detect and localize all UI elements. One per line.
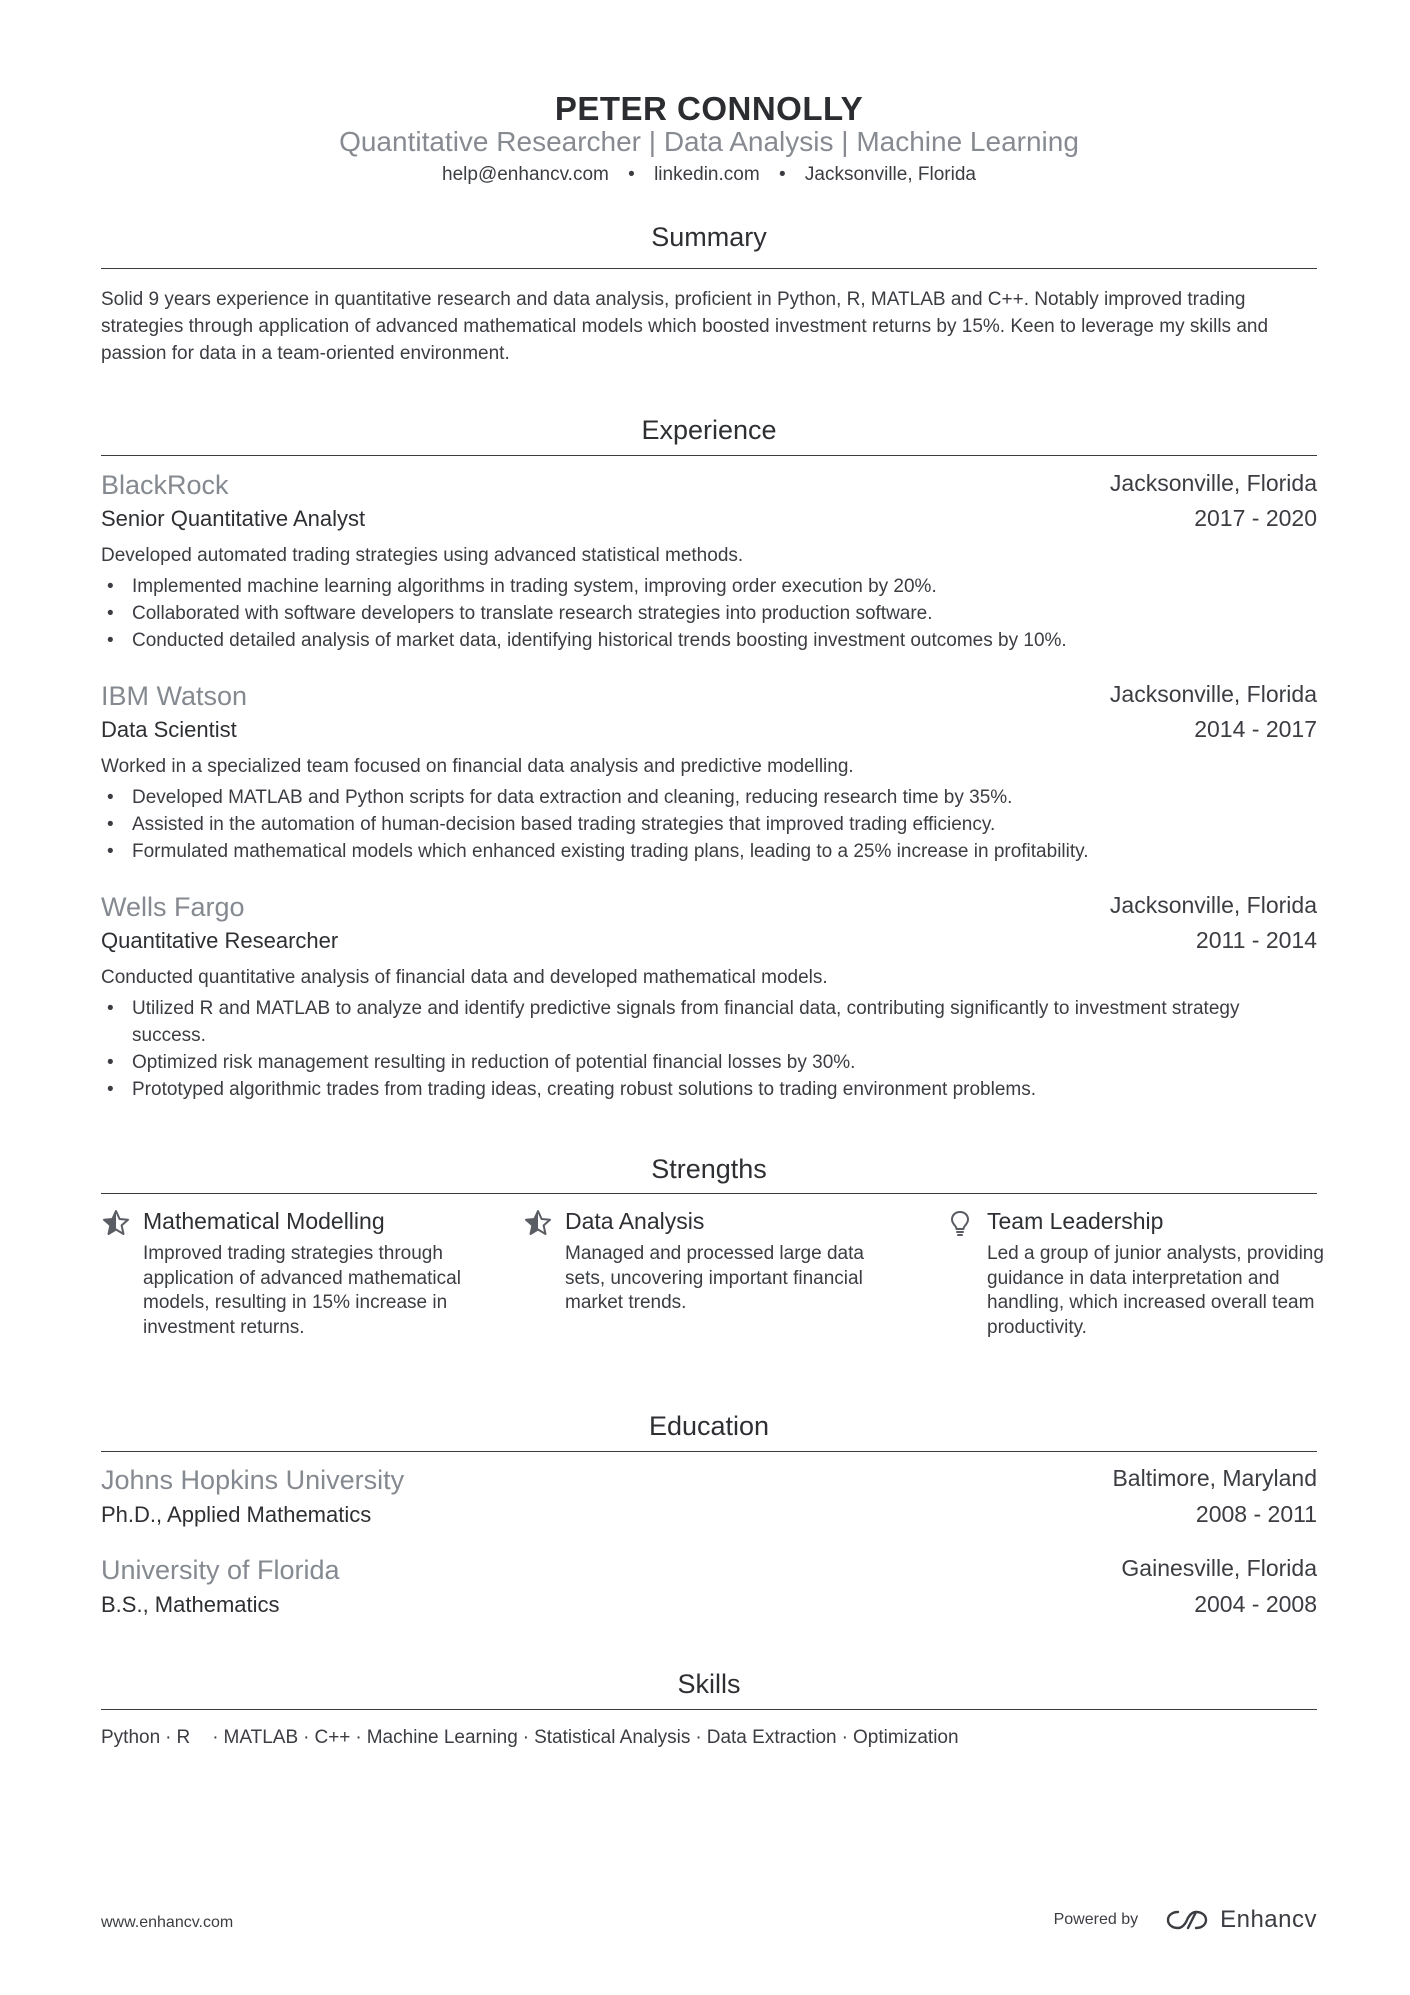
list-item bbox=[101, 838, 1317, 865]
bullet-text: Utilized R and MATLAB to analyze and identify predictive signals from financial data, contributing significantly to investment strategy success. bbox=[132, 998, 1240, 1046]
skill-item: Optimization bbox=[852, 1727, 959, 1748]
skill-item: Data Extraction bbox=[706, 1727, 837, 1748]
strength-description: Improved trading strategies through application of advanced mathematical models, resulting in 15% increase in investment returns. bbox=[143, 1243, 461, 1338]
list-item bbox=[101, 784, 1317, 811]
education-school: Johns Hopkins University bbox=[101, 1465, 405, 1495]
skill-separator: · bbox=[212, 1727, 219, 1748]
bullet-text: Developed MATLAB and Python scripts for data extraction and cleaning, reducing research time by 35%. bbox=[132, 787, 1013, 808]
brand-name: Enhancv bbox=[1220, 1906, 1317, 1933]
skill-item: Machine Learning bbox=[366, 1727, 518, 1748]
list-item bbox=[101, 811, 1317, 838]
job-dates: 2014 - 2017 bbox=[1194, 716, 1317, 742]
section-divider bbox=[101, 1193, 1317, 1194]
strengths-heading: Strengths bbox=[651, 1154, 767, 1184]
bullet-text: Collaborated with software developers to translate research strategies into production software. bbox=[132, 603, 933, 624]
list-item bbox=[101, 995, 1317, 1049]
education-location: Gainesville, Florida bbox=[1121, 1555, 1317, 1581]
job-description: Worked in a specialized team focused on financial data analysis and predictive modelling. bbox=[101, 756, 854, 777]
bullet-dot: • bbox=[107, 841, 114, 862]
star-half-icon bbox=[101, 1208, 131, 1238]
contact-email[interactable]: help@enhancv.com bbox=[442, 164, 609, 185]
job-role: Senior Quantitative Analyst bbox=[101, 506, 366, 531]
job-role: Data Scientist bbox=[101, 717, 237, 742]
list-item bbox=[101, 1076, 1317, 1103]
bullet-dot: • bbox=[107, 630, 114, 651]
skill-separator: · bbox=[303, 1727, 310, 1748]
bullet-text: Assisted in the automation of human-decision based trading strategies that improved trading efficiency. bbox=[132, 814, 996, 835]
contact-separator: • bbox=[628, 164, 635, 185]
contact-linkedin[interactable]: linkedin.com bbox=[654, 164, 760, 185]
list-item bbox=[101, 627, 1317, 654]
skill-item: Statistical Analysis bbox=[534, 1727, 691, 1748]
bullet-dot: • bbox=[107, 603, 114, 624]
strength-title: Mathematical Modelling bbox=[143, 1208, 385, 1234]
bullet-dot: • bbox=[107, 998, 114, 1019]
section-divider bbox=[101, 455, 1317, 456]
skill-separator: · bbox=[522, 1727, 530, 1748]
strength-title: Team Leadership bbox=[987, 1208, 1164, 1234]
job-description: Conducted quantitative analysis of financial data and developed mathematical models. bbox=[101, 967, 828, 988]
skills-heading: Skills bbox=[677, 1669, 741, 1699]
bullet-text: Optimized risk management resulting in reduction of potential financial losses by 30%. bbox=[132, 1052, 856, 1073]
job-location: Jacksonville, Florida bbox=[1109, 892, 1317, 918]
strength-description: Managed and processed large data sets, uncovering important financial market trends. bbox=[565, 1243, 864, 1313]
skill-item: R bbox=[176, 1727, 191, 1748]
education-dates: 2008 - 2011 bbox=[1195, 1501, 1317, 1527]
skills-list bbox=[101, 1727, 959, 1749]
skill-item: C++ bbox=[314, 1727, 351, 1748]
education-location: Baltimore, Maryland bbox=[1112, 1465, 1317, 1491]
bullet-text: Conducted detailed analysis of market data, identifying historical trends boosting investment outcomes by 10%. bbox=[132, 630, 1067, 651]
skill-item: Python bbox=[101, 1727, 161, 1748]
bullet-text: Prototyped algorithmic trades from trading ideas, creating robust solutions to trading environment problems. bbox=[132, 1079, 1037, 1100]
section-divider bbox=[101, 1451, 1317, 1452]
skill-separator: · bbox=[841, 1727, 848, 1748]
job-description: Developed automated trading strategies using advanced statistical methods. bbox=[101, 545, 744, 566]
education-heading: Education bbox=[648, 1411, 770, 1441]
job-dates: 2017 - 2020 bbox=[1194, 505, 1317, 531]
bullet-dot: • bbox=[107, 814, 114, 835]
job-bullets bbox=[101, 784, 1317, 865]
footer-branding bbox=[1054, 1906, 1317, 1934]
skill-separator: · bbox=[165, 1727, 172, 1748]
list-item bbox=[101, 1049, 1317, 1076]
bullet-dot: • bbox=[107, 576, 114, 597]
section-divider bbox=[101, 1709, 1317, 1710]
experience-heading: Experience bbox=[641, 415, 777, 445]
job-location: Jacksonville, Florida bbox=[1109, 681, 1317, 707]
section-divider bbox=[101, 268, 1317, 269]
summary-heading: Summary bbox=[651, 222, 767, 252]
list-item bbox=[101, 573, 1317, 600]
skill-item: MATLAB bbox=[223, 1727, 299, 1748]
bullet-text: Formulated mathematical models which enhanced existing trading plans, leading to a 25% increase in profitability. bbox=[132, 841, 1089, 862]
job-bullets bbox=[101, 995, 1317, 1103]
list-item bbox=[101, 600, 1317, 627]
job-company: BlackRock bbox=[101, 470, 229, 500]
footer-website[interactable]: www.enhancv.com bbox=[101, 1914, 234, 1931]
job-bullets bbox=[101, 573, 1317, 654]
job-role: Quantitative Researcher bbox=[101, 928, 339, 953]
contact-separator: • bbox=[778, 164, 786, 185]
brand-logo[interactable] bbox=[1164, 1906, 1317, 1934]
skill-separator: · bbox=[695, 1727, 702, 1748]
powered-by-label: Powered by bbox=[1053, 1911, 1139, 1928]
candidate-headline: Quantitative Researcher | Data Analysis | Machine Learning bbox=[339, 126, 1079, 157]
education-school: University of Florida bbox=[101, 1555, 340, 1585]
lightbulb-icon bbox=[945, 1208, 975, 1238]
contact-line bbox=[101, 164, 1317, 186]
education-degree: B.S., Mathematics bbox=[101, 1592, 280, 1617]
star-half-icon bbox=[523, 1208, 553, 1238]
skill-separator: · bbox=[355, 1727, 362, 1748]
education-dates: 2004 - 2008 bbox=[1194, 1591, 1317, 1617]
enhancv-logo-icon bbox=[1164, 1907, 1210, 1933]
strength-description: Led a group of junior analysts, providing guidance in data interpretation and handling, which increased overall team productivity. bbox=[987, 1243, 1324, 1338]
strength-title: Data Analysis bbox=[565, 1208, 705, 1234]
bullet-dot: • bbox=[107, 787, 114, 808]
candidate-name: PETER CONNOLLY bbox=[554, 90, 864, 127]
bullet-dot: • bbox=[107, 1052, 114, 1073]
contact-location: Jacksonville, Florida bbox=[804, 164, 976, 185]
bullet-text: Implemented machine learning algorithms in trading system, improving order execution by 20%. bbox=[132, 576, 937, 597]
education-degree: Ph.D., Applied Mathematics bbox=[101, 1502, 372, 1527]
job-company: IBM Watson bbox=[101, 681, 248, 711]
job-location: Jacksonville, Florida bbox=[1109, 470, 1317, 496]
summary-text: Solid 9 years experience in quantitative research and data analysis, proficient in Python, R, MATLAB and C++. Notably improved trading strategies through application of advanced mathematical models which boosted investment returns by 15%. Keen to leverage my skills and passion for data in a team-oriented environment. bbox=[101, 289, 1269, 364]
bullet-dot: • bbox=[107, 1079, 114, 1100]
job-company: Wells Fargo bbox=[101, 892, 245, 922]
job-dates: 2011 - 2014 bbox=[1195, 927, 1317, 953]
